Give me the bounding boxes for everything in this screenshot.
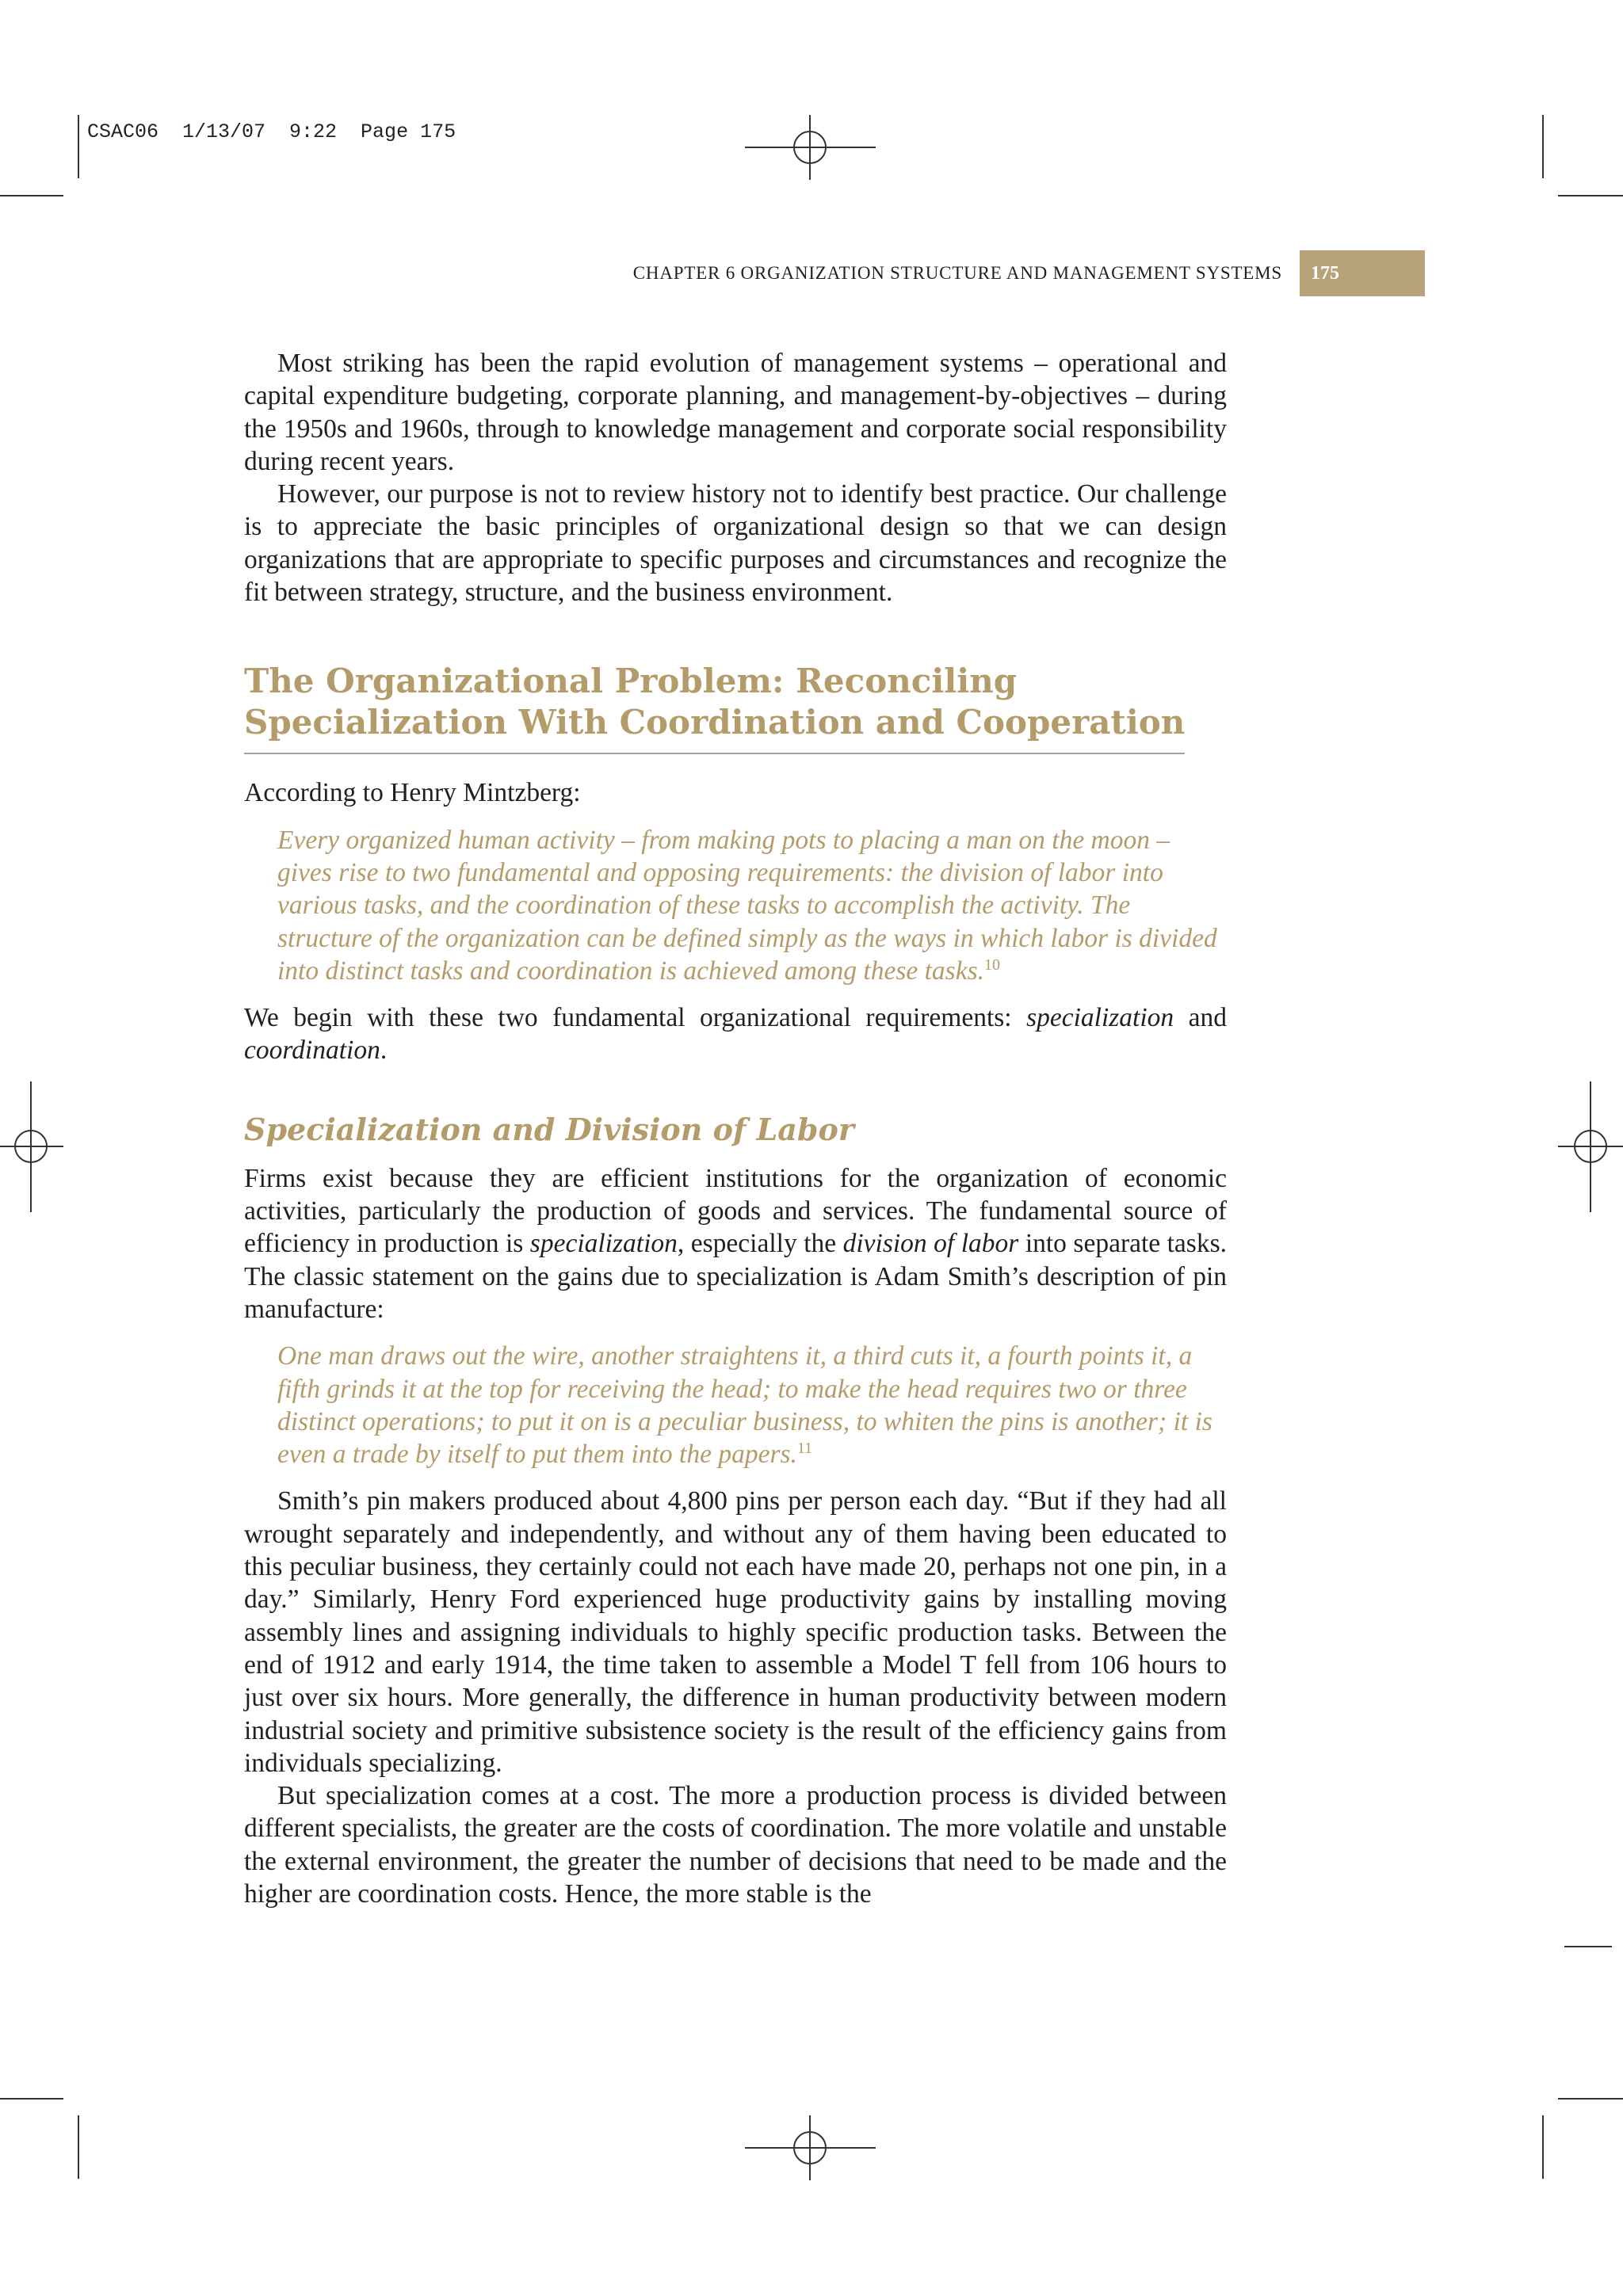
paragraph-purpose: However, our purpose is not to review history not to identify best practice. Our challenge is to appreciate the basic principles of organizational design so that we can design organizations that are appropriate to specific purposes and circumstances and recognize the fit between strategy, structure, and the business environment. <box>244 479 1227 608</box>
crop-mark-bottom-left-vertical <box>78 2115 79 2179</box>
footnote-ref-11: 11 <box>796 1439 813 1457</box>
paragraph-firms-exist <box>244 1162 1227 1325</box>
print-slug: CSAC06 1/13/07 9:22 Page 175 <box>87 120 456 143</box>
requirements-text-start: We begin with these two fundamental organizational requirements: <box>244 1003 1027 1033</box>
crop-mark-top-left-vertical <box>78 115 79 178</box>
term-coordination: coordination <box>244 1035 380 1066</box>
adam-smith-quote-text: One man draws out the wire, another straightens it, a third cuts it, a fourth points it, a fifth grinds it at the top for receiving the head; to make the head requires two or three distinct operations; to put it on is a peculiar business, to whiten the pins is another; it is even a trade by itself to put them into the papers. <box>277 1341 1212 1470</box>
mintzberg-quote <box>277 824 1227 987</box>
term-division-of-labor: division of labor <box>842 1229 1019 1259</box>
term-specialization-2: specialization <box>529 1229 678 1259</box>
adam-smith-quote <box>277 1340 1227 1470</box>
chapter-title: CHAPTER 6 ORGANIZATION STRUCTURE AND MANAGEMENT SYSTEMS <box>632 263 1282 283</box>
section-heading-line-1: The Organizational Problem: Reconciling <box>244 662 1018 701</box>
mintzberg-quote-text: Every organized human activity – from making pots to placing a man on the moon – gives rise to two fundamental and opposing requirements: the division of labor into various tasks, and the coordination of these tasks to accomplish the activity. The structure of the organization can be defined simply as the ways in which labor is divided into distinct tasks and coordination is achieved among these tasks. <box>277 825 1217 986</box>
section-heading-wrapper <box>244 661 1227 754</box>
paragraph-specialization-cost: But specialization comes at a cost. The more a production process is divided between different specialists, the greater are the costs of coordination. The more volatile and unstable the external environment, the greater the number of decisions that need to be made and the higher are coordination costs. Hence, the more stable is the <box>244 1781 1227 1909</box>
crop-mark-bottom-right-horizontal <box>1558 2098 1623 2100</box>
running-head <box>633 250 1425 296</box>
paragraph-pin-makers: Smith’s pin makers produced about 4,800 pins per person each day. “But if they had all wrought separately and independently, and without any of them having been educated to this peculiar business, they certainly could not each have made 20, perhaps not one pin, in a day.” Similarly, Henry Ford experienced huge productivity gains by installing moving assembly lines and assigning individuals to highly specific production tasks. Between the end of 1912 and early 1914, the time taken to assemble a Model T fell from 106 hours to just over six hours. More generally, the difference in human productivity between modern industrial society and primitive subsistence society is the result of the efficiency gains from individuals specializing. <box>244 1486 1227 1778</box>
requirements-text-and: and <box>1174 1003 1228 1033</box>
footnote-ref-10: 10 <box>984 955 1000 974</box>
crop-mark-bottom-left-horizontal <box>0 2098 63 2100</box>
firms-text-2: , especially the <box>677 1229 843 1259</box>
page-number: 175 <box>1300 250 1425 296</box>
crop-mark-top-right-vertical <box>1542 115 1544 178</box>
firms-text-3: into separate tasks. The classic statement on the gains due to specialization is Adam Smith’s description of pin manufacture: <box>244 1229 1228 1324</box>
term-specialization: specialization <box>1026 1003 1174 1033</box>
section-heading-line-2: Specialization With Coordination and Cooperation <box>244 703 1186 742</box>
subsection-heading-specialization: Specialization and Division of Labor <box>244 1111 854 1147</box>
crop-mark-top-left-horizontal <box>0 195 63 196</box>
crop-mark-bottom-right-vertical <box>1542 2115 1544 2179</box>
crop-mark-right-middle <box>1564 1946 1612 1947</box>
paragraph-management-systems: Most striking has been the rapid evolution of management systems – operational and capital expenditure budgeting, corporate planning, and management-by-objectives – during the 1950s and 1960s, through to knowledge management and corporate social responsibility during recent years. <box>244 349 1227 476</box>
crop-mark-top-right-horizontal <box>1558 195 1623 196</box>
paragraph-two-requirements <box>244 1001 1227 1067</box>
page-body <box>244 347 1227 1910</box>
mintzberg-intro: According to Henry Mintzberg: <box>244 778 581 808</box>
section-heading-organizational-problem <box>244 661 1185 754</box>
requirements-text-end: . <box>380 1035 388 1066</box>
firms-text-1: Firms exist because they are efficient institutions for the organization of economic activities, particularly the production of goods and services. The fundamental source of efficiency in production is <box>244 1163 1227 1259</box>
